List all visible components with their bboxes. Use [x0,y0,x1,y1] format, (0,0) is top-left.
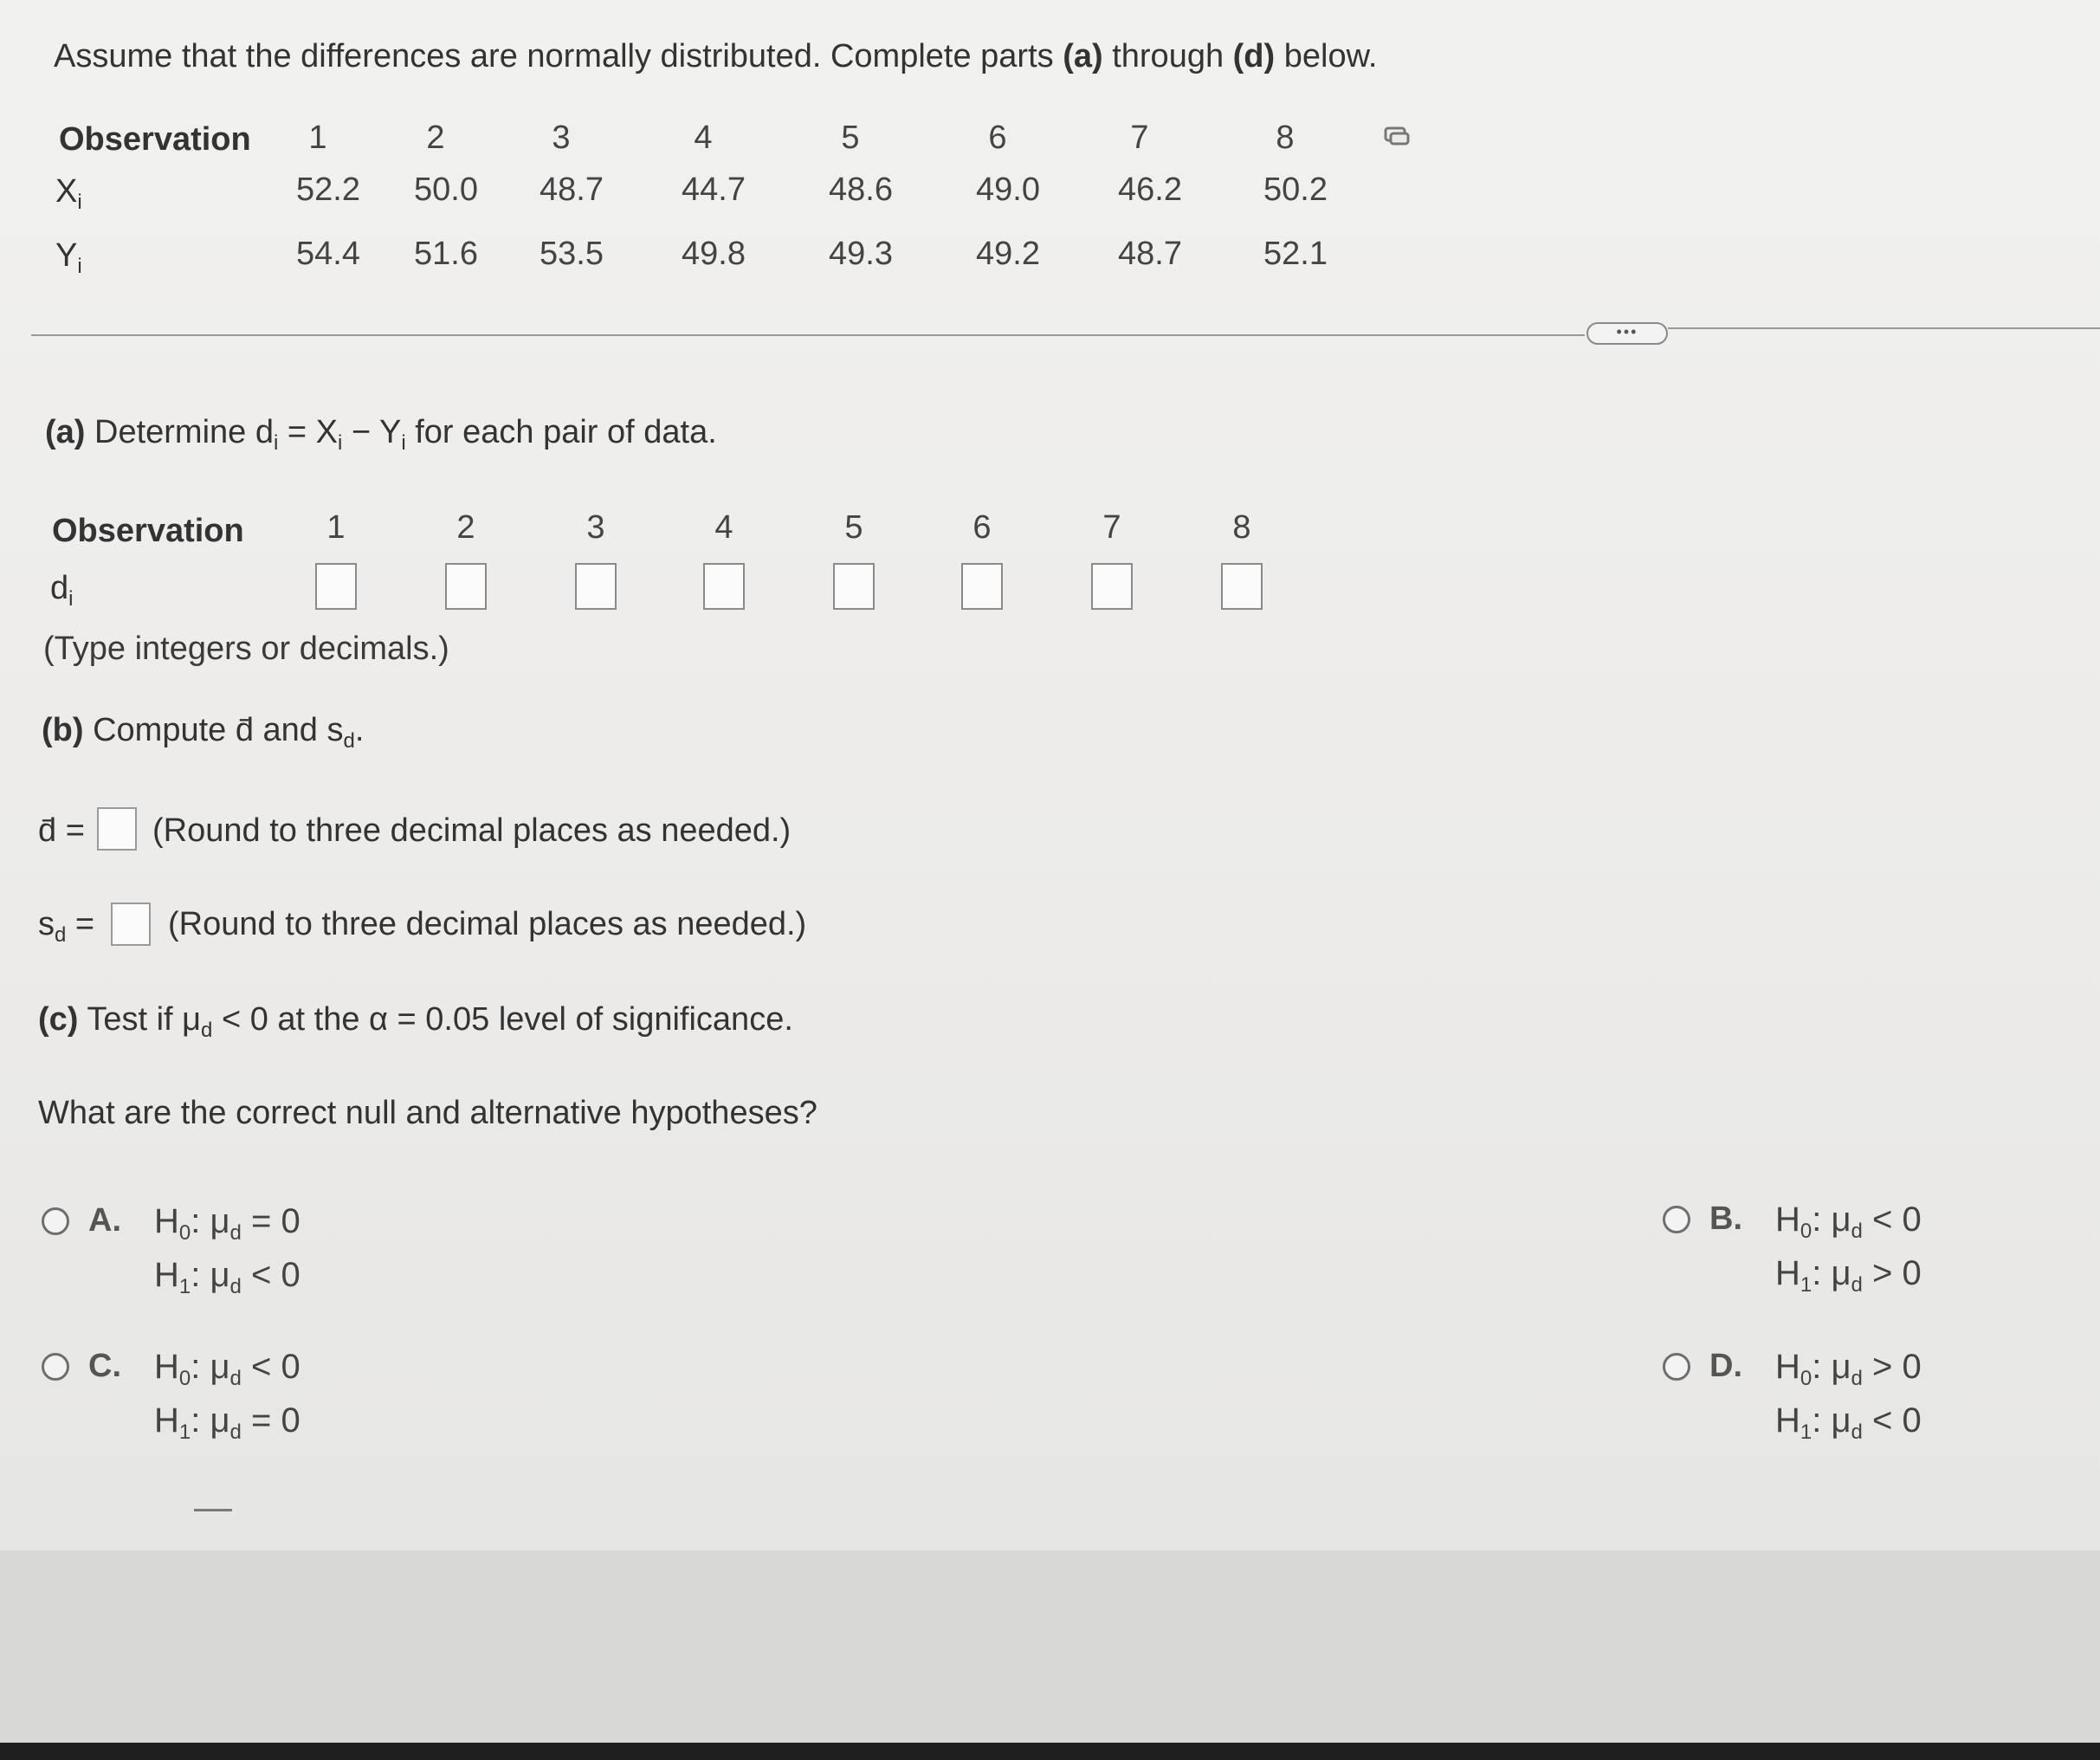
copy-data-icon[interactable] [1384,126,1410,146]
cursor-mark [194,1509,232,1511]
part-a-observation-number: 4 [714,509,733,546]
option-letter: A. [88,1202,121,1239]
d-input-7[interactable] [1091,563,1133,610]
radio-button[interactable] [1663,1353,1690,1381]
radio-button[interactable] [42,1207,69,1235]
option-letter: C. [88,1348,121,1384]
screen-bezel [0,1743,2100,1760]
y-value-cell: 54.4 [296,236,360,272]
x-row-label: $X_i$ [55,173,82,214]
x-value-cell: 44.7 [682,171,746,208]
part-a-observation-number: 7 [1102,509,1121,546]
x-value-cell: 48.7 [540,171,604,208]
y-value-cell: 48.7 [1118,236,1182,272]
part-a-observation-number: 5 [844,509,863,546]
observation-number: 3 [552,120,571,156]
null-hypothesis: $H_0$: $\mu_d > 0$ [1775,1348,1922,1390]
part-a-observation-number: 2 [456,509,475,546]
part-a-observation-number: 1 [326,509,346,546]
radio-button[interactable] [1663,1206,1690,1233]
observation-header: Observation [59,121,251,158]
section-divider-right [1668,327,2100,329]
d-input-4[interactable] [703,563,745,610]
option-letter: D. [1709,1348,1742,1384]
part-a-observation-number: 8 [1232,509,1251,546]
y-value-cell: 49.8 [682,236,746,272]
y-row-label: $Y_i$ [55,237,82,278]
part-a-observation-header: Observation [52,513,244,549]
observation-number: 4 [694,120,713,156]
option-d[interactable] [1663,1348,1948,1460]
d-input-1[interactable] [315,563,357,610]
bottom-bar [0,1550,2100,1743]
null-hypothesis: $H_0$: $\mu_d < 0$ [1775,1200,1922,1243]
sd-label: $s_d$ = [38,906,95,947]
radio-button[interactable] [42,1353,69,1381]
option-a[interactable] [42,1202,327,1315]
option-b[interactable] [1663,1200,1948,1313]
hypotheses-question: What are the correct null and alternative hypotheses? [38,1095,817,1131]
x-value-cell: 50.0 [414,171,478,208]
alternative-hypothesis: $H_1$: $\mu_d < 0$ [1775,1401,1922,1444]
x-value-cell: 46.2 [1118,171,1182,208]
part-c-prompt: (c) Test if $\mu_d < 0$ at the α = 0.05 level of significance. [38,1001,793,1042]
null-hypothesis: $H_0$: $\mu_d < 0$ [154,1348,300,1390]
observation-number: 7 [1130,120,1149,156]
y-value-cell: 53.5 [540,236,604,272]
part-a-observation-number: 6 [972,509,992,546]
d-input-8[interactable] [1221,563,1263,610]
alternative-hypothesis: $H_1$: $\mu_d < 0$ [154,1256,300,1298]
y-value-cell: 49.2 [976,236,1040,272]
more-button[interactable]: ••• [1586,322,1668,345]
option-c[interactable] [42,1348,327,1460]
observation-number: 5 [841,120,860,156]
intro-text: Assume that the differences are normally distributed. Complete parts (a) through (d) below. [54,38,1378,74]
y-value-cell: 52.1 [1263,236,1328,272]
d-input-6[interactable] [961,563,1003,610]
x-value-cell: 48.6 [829,171,893,208]
part-a-observation-number: 3 [586,509,605,546]
observation-number: 2 [426,120,445,156]
sd-input[interactable] [111,903,151,946]
x-value-cell: 50.2 [1263,171,1328,208]
x-value-cell: 52.2 [296,171,360,208]
section-divider [31,334,1585,336]
d-input-2[interactable] [445,563,487,610]
alternative-hypothesis: $H_1$: $\mu_d = 0$ [154,1401,300,1444]
null-hypothesis: $H_0$: $\mu_d = 0$ [154,1202,300,1245]
d-input-5[interactable] [833,563,875,610]
y-value-cell: 49.3 [829,236,893,272]
d-row-label: $d_i$ [50,570,74,611]
y-value-cell: 51.6 [414,236,478,272]
part-a-hint: (Type integers or decimals.) [43,631,449,667]
observation-number: 6 [988,120,1007,156]
d-input-3[interactable] [575,563,617,610]
observation-number: 1 [308,120,327,156]
observation-number: 8 [1276,120,1295,156]
option-letter: B. [1709,1200,1742,1237]
dbar-hint: (Round to three decimal places as needed.) [152,812,792,849]
x-value-cell: 49.0 [976,171,1040,208]
alternative-hypothesis: $H_1$: $\mu_d > 0$ [1775,1254,1922,1297]
dbar-input[interactable] [97,807,137,851]
part-a-prompt: (a) Determine $d_i = X_i - Y_i$ for each pair of data. [45,414,717,455]
part-b-prompt: (b) Compute d̄ and $s_d$. [42,712,365,753]
dbar-label: d̄ = [38,812,85,849]
sd-hint: (Round to three decimal places as needed.) [168,906,807,942]
